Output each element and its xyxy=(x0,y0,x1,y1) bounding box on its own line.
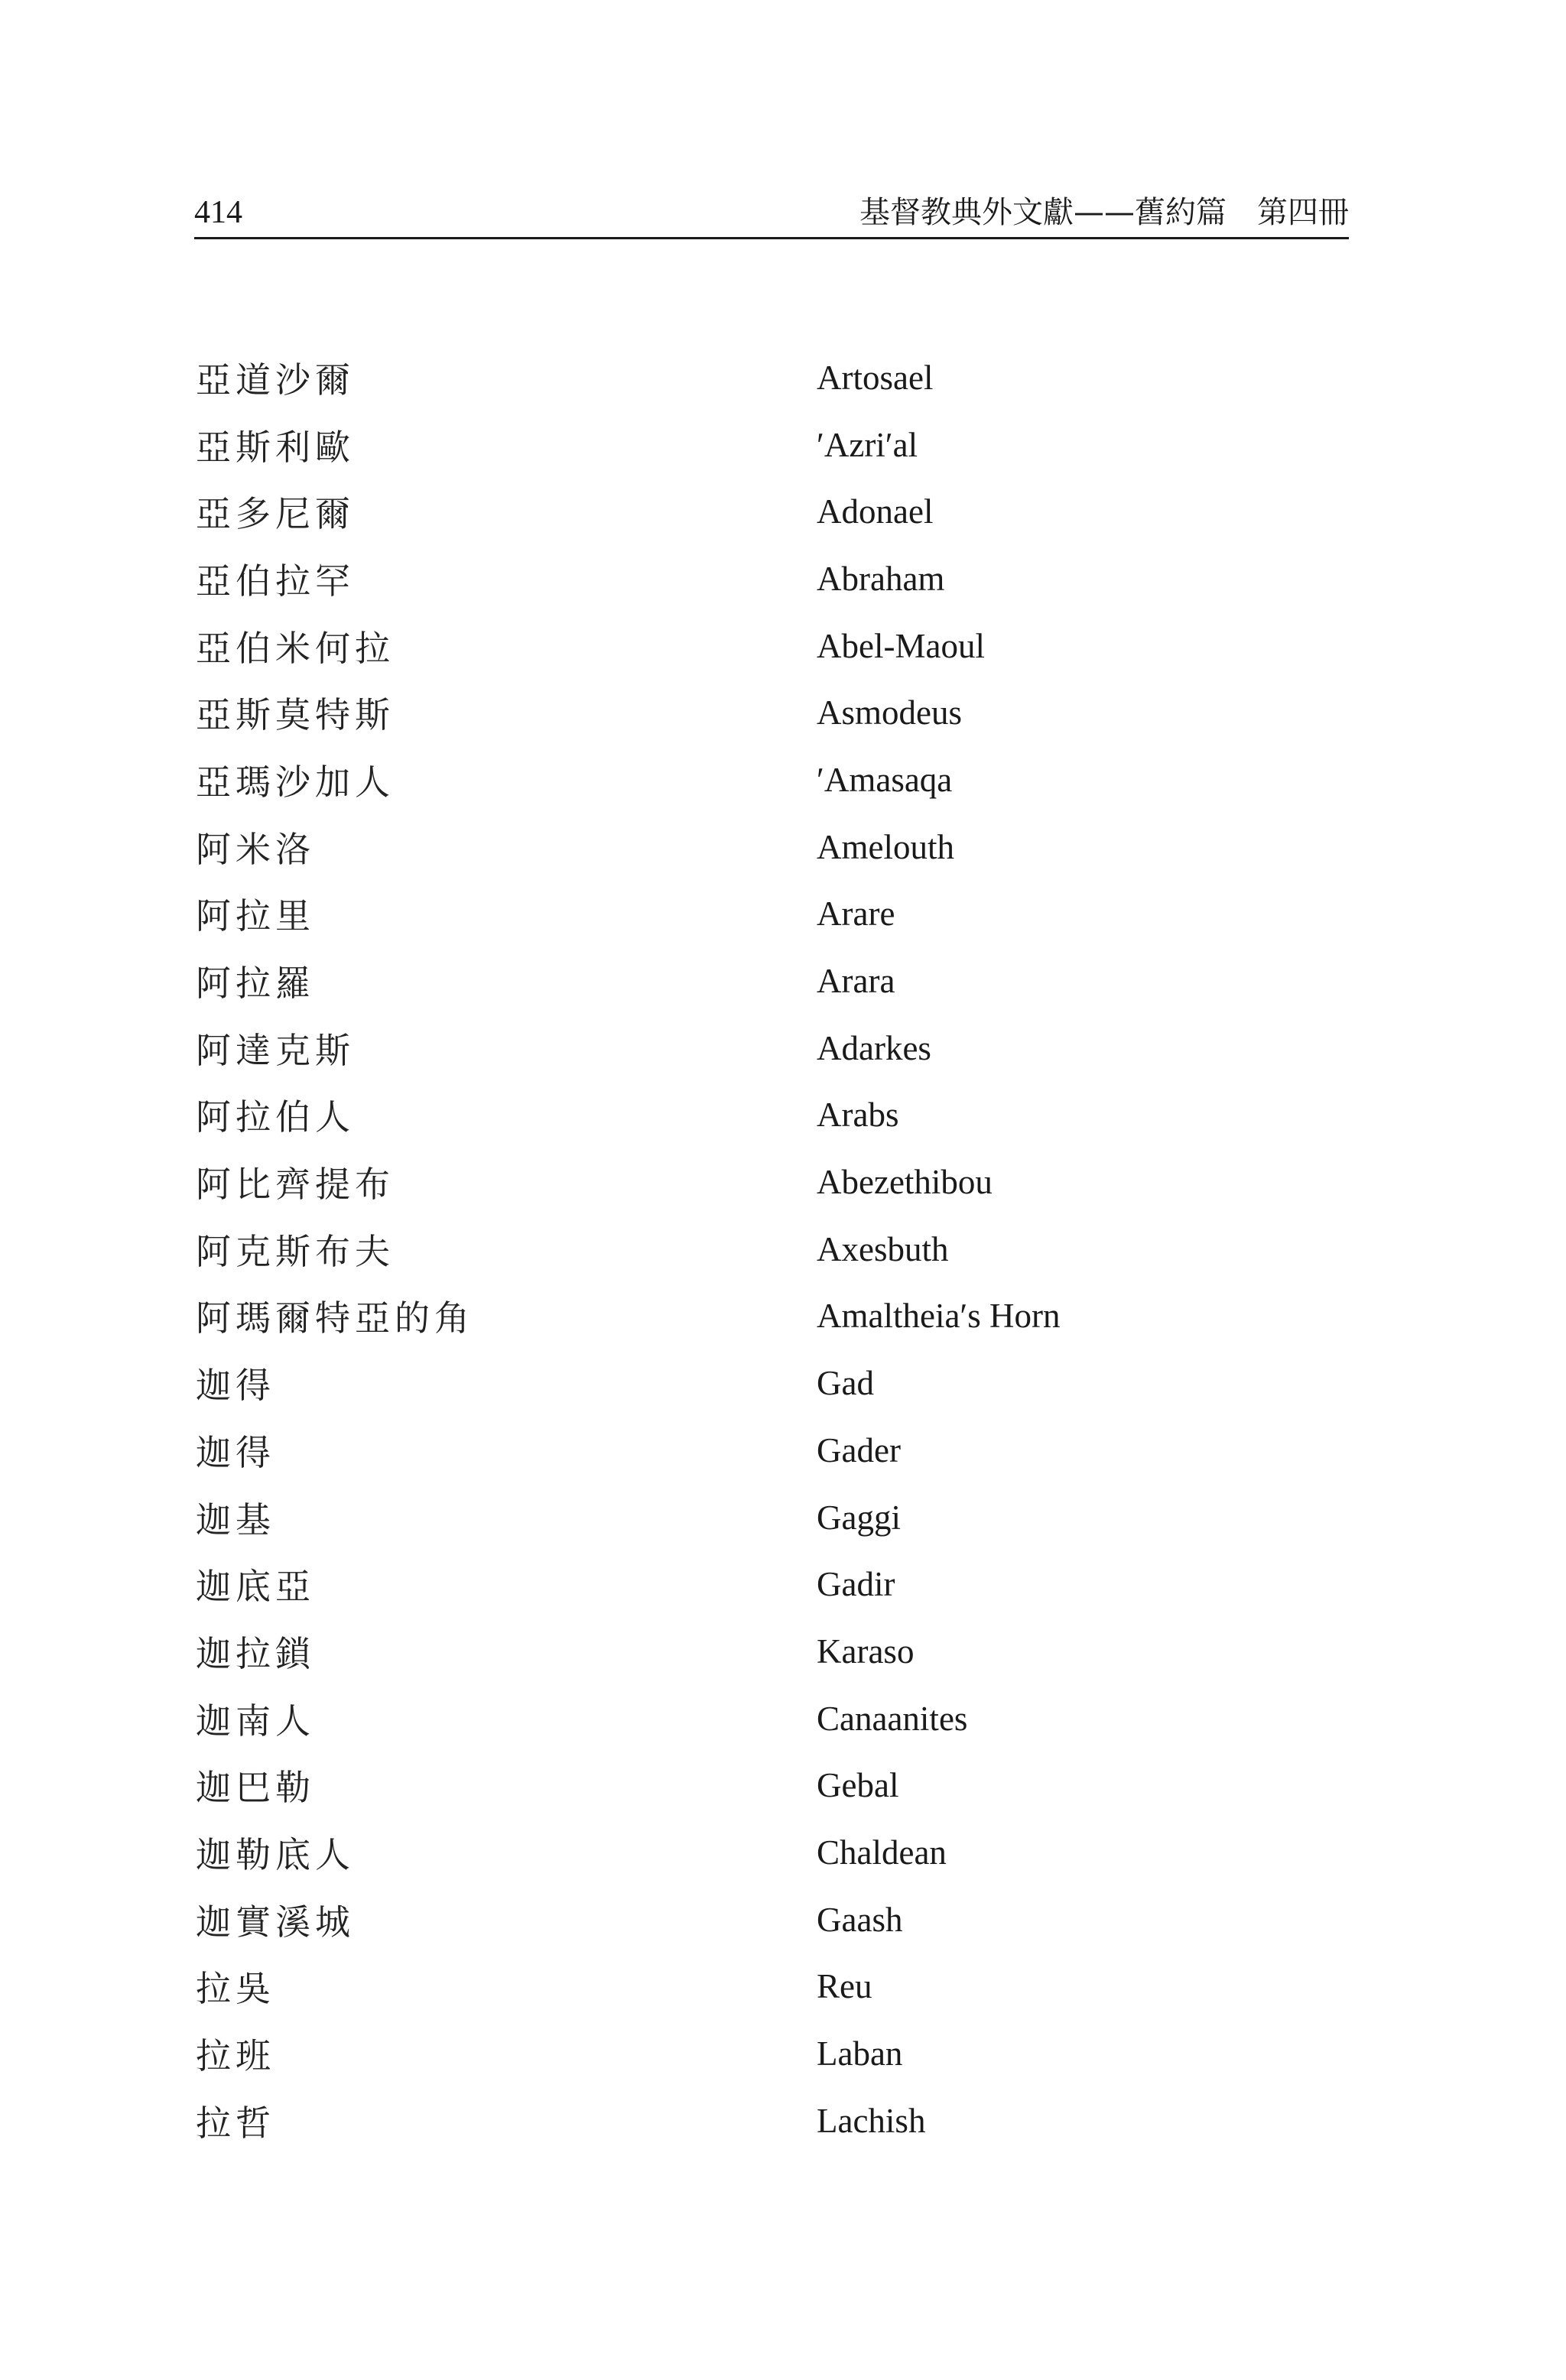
glossary-entry xyxy=(196,1618,1266,1685)
english-term: Gad xyxy=(817,1364,874,1403)
english-term: Karaso xyxy=(817,1632,915,1671)
glossary-entry xyxy=(196,1550,1266,1618)
chinese-term: 迦基 xyxy=(196,1498,275,1541)
chinese-term: 亞伯米何拉 xyxy=(196,627,395,669)
chinese-term: 亞斯利歐 xyxy=(196,426,355,468)
chinese-term: 亞伯拉罕 xyxy=(196,560,355,602)
english-term: Amaltheiaʹs Horn xyxy=(817,1297,1061,1336)
glossary-list xyxy=(196,344,1266,2154)
english-term: Abel-Maoul xyxy=(817,626,985,665)
english-term: Laban xyxy=(817,2034,903,2073)
glossary-entry xyxy=(196,1417,1266,1484)
chinese-term: 迦得 xyxy=(196,1365,275,1407)
glossary-entry xyxy=(196,612,1266,680)
chinese-term: 迦實溪城 xyxy=(196,1901,355,1943)
running-title: 基督教典外文獻——舊約篇 第四冊 xyxy=(859,195,1349,230)
page-header xyxy=(194,190,1349,235)
english-term: Adarkes xyxy=(817,1028,931,1067)
english-term: Gaggi xyxy=(817,1498,901,1537)
chinese-term: 亞多尼爾 xyxy=(196,493,355,535)
glossary-entry xyxy=(196,344,1266,411)
english-term: ʹAmasaqa xyxy=(817,760,953,799)
glossary-entry xyxy=(196,1349,1266,1417)
chinese-term: 阿拉羅 xyxy=(196,963,315,1005)
glossary-entry xyxy=(196,1082,1266,1149)
glossary-entry xyxy=(196,478,1266,545)
chinese-term: 阿達克斯 xyxy=(196,1029,355,1071)
chinese-term: 拉哲 xyxy=(196,2102,275,2144)
glossary-entry xyxy=(196,881,1266,948)
chinese-term: 拉班 xyxy=(196,2035,275,2077)
glossary-entry xyxy=(196,1283,1266,1350)
glossary-entry xyxy=(196,746,1266,813)
chinese-term: 阿克斯布夫 xyxy=(196,1230,395,1272)
english-term: ʹAzriʹal xyxy=(817,425,918,464)
glossary-entry xyxy=(196,813,1266,881)
english-term: Gadir xyxy=(817,1565,895,1604)
page-number: 414 xyxy=(194,195,242,230)
glossary-entry xyxy=(196,545,1266,612)
english-term: Artosael xyxy=(817,358,934,397)
chinese-term: 迦勒底人 xyxy=(196,1833,355,1875)
english-term: Adonael xyxy=(817,492,934,531)
english-term: Canaanites xyxy=(817,1699,968,1738)
english-term: Amelouth xyxy=(817,827,954,866)
glossary-entry xyxy=(196,1015,1266,1082)
english-term: Asmodeus xyxy=(817,693,962,732)
english-term: Gaash xyxy=(817,1900,903,1939)
english-term: Abezethibou xyxy=(817,1163,993,1202)
chinese-term: 迦拉鎖 xyxy=(196,1632,315,1674)
chinese-term: 迦得 xyxy=(196,1431,275,1473)
glossary-entry xyxy=(196,1886,1266,1953)
chinese-term: 阿比齊提布 xyxy=(196,1164,395,1206)
glossary-entry xyxy=(196,1484,1266,1551)
glossary-entry xyxy=(196,1685,1266,1752)
chinese-term: 亞瑪沙加人 xyxy=(196,761,395,803)
glossary-entry xyxy=(196,411,1266,479)
chinese-term: 阿米洛 xyxy=(196,828,315,870)
chinese-term: 迦底亞 xyxy=(196,1566,315,1608)
english-term: Arare xyxy=(817,895,895,933)
english-term: Arabs xyxy=(817,1096,899,1135)
glossary-entry xyxy=(196,947,1266,1015)
glossary-entry xyxy=(196,2020,1266,2087)
chinese-term: 亞斯莫特斯 xyxy=(196,694,395,736)
chinese-term: 阿拉伯人 xyxy=(196,1096,355,1138)
chinese-term: 阿瑪爾特亞的角 xyxy=(196,1297,474,1339)
chinese-term: 拉吳 xyxy=(196,1968,275,2010)
chinese-term: 阿拉里 xyxy=(196,895,315,937)
glossary-entry xyxy=(196,2087,1266,2154)
glossary-entry xyxy=(196,1148,1266,1216)
english-term: Abraham xyxy=(817,559,945,598)
glossary-entry xyxy=(196,1752,1266,1819)
english-term: Axesbuth xyxy=(817,1229,949,1268)
english-term: Lachish xyxy=(817,2101,926,2140)
glossary-entry xyxy=(196,679,1266,746)
glossary-entry xyxy=(196,1216,1266,1283)
header-rule xyxy=(194,237,1349,239)
glossary-entry xyxy=(196,1819,1266,1886)
chinese-term: 亞道沙爾 xyxy=(196,359,355,401)
chinese-term: 迦巴勒 xyxy=(196,1767,315,1809)
english-term: Gader xyxy=(817,1430,901,1469)
english-term: Arara xyxy=(817,962,895,1001)
english-term: Reu xyxy=(817,1967,872,2006)
english-term: Gebal xyxy=(817,1766,899,1805)
english-term: Chaldean xyxy=(817,1833,947,1872)
chinese-term: 迦南人 xyxy=(196,1700,315,1742)
glossary-entry xyxy=(196,1953,1266,2021)
